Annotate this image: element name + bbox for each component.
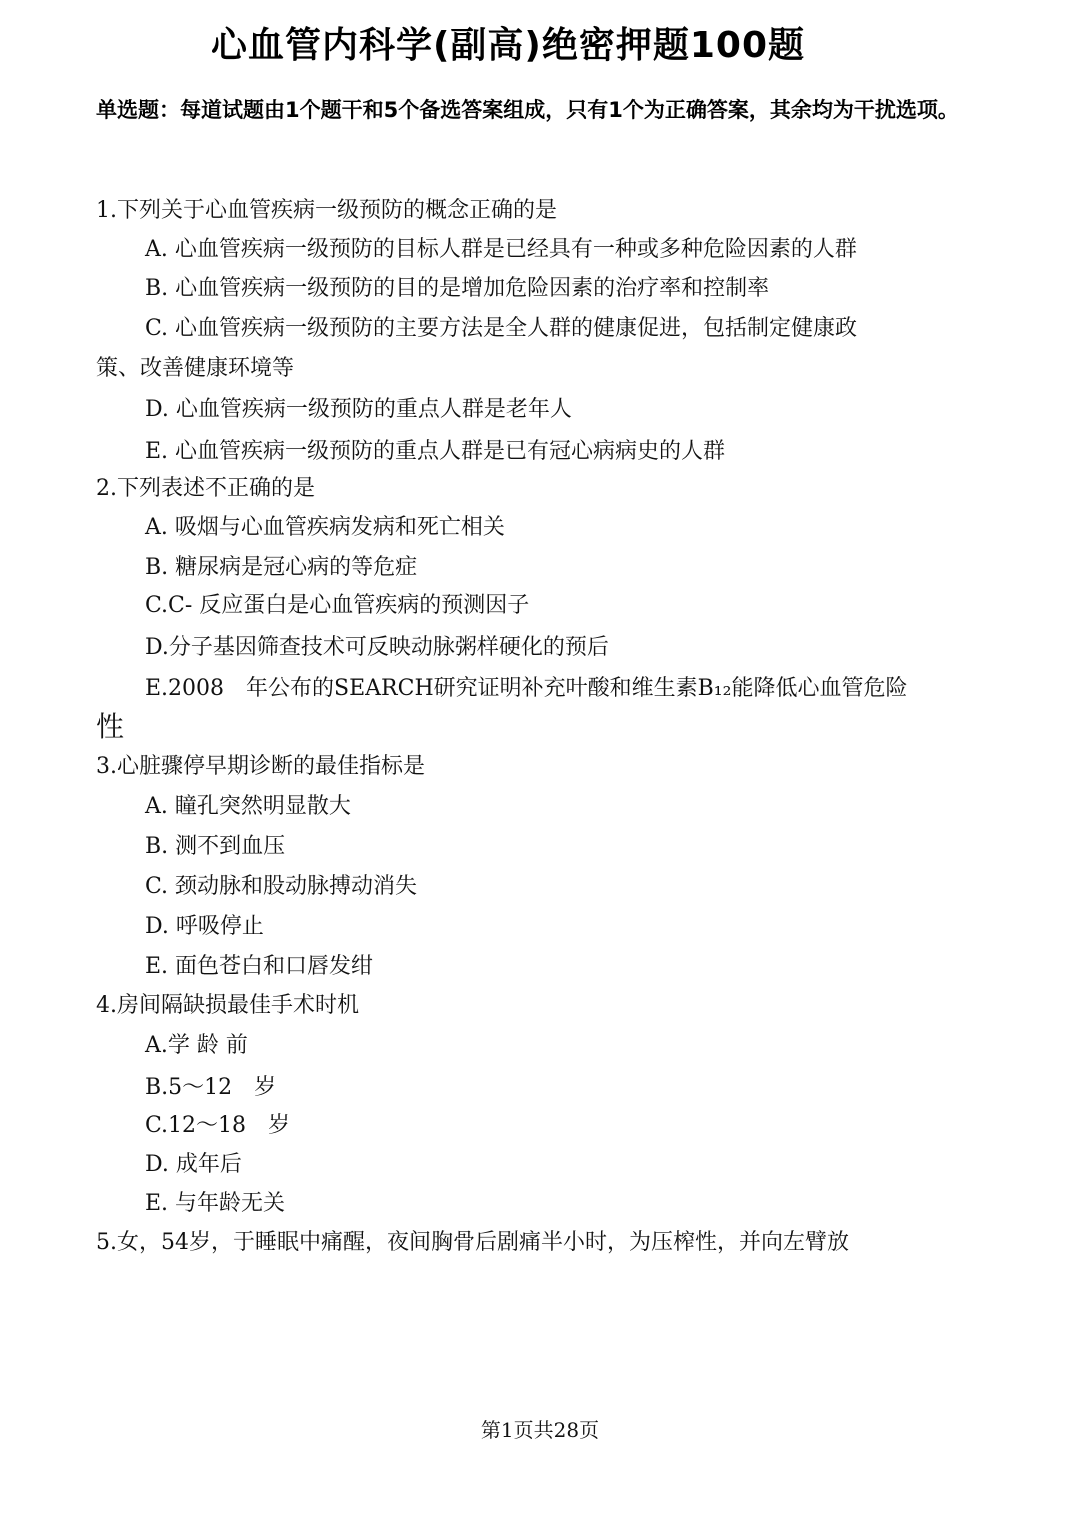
question-option: D. 成年后 [145,1152,242,1177]
question-option: B. 心血管疾病一级预防的目的是增加危险因素的治疗率和控制率 [145,276,770,301]
question-option: A. 瞳孔突然明显散大 [145,794,351,819]
question-option: A. 吸烟与心血管疾病发病和死亡相关 [145,515,505,540]
question-stem: 4.房间隔缺损最佳手术时机 [96,993,359,1018]
instructions: 单选题：每道试题由1个题干和5个备选答案组成，只有1个为正确答案，其余均为干扰选项。 [96,98,959,122]
question-option: E. 与年龄无关 [145,1191,286,1216]
question-option: C.C- 反应蛋白是心血管疾病的预测因子 [145,593,530,618]
document-title: 心血管内科学(副高)绝密押题100题 [210,25,806,66]
question-option: C.12～18 岁 [145,1113,291,1138]
question-option: E. 面色苍白和口唇发绀 [145,954,374,979]
question-option: B. 糖尿病是冠心病的等危症 [145,555,418,580]
page-footer: 第1页共28页 [480,1418,600,1442]
question-option: C. 心血管疾病一级预防的主要方法是全人群的健康促进，包括制定健康政 [145,316,858,341]
question-stem: 2.下列表述不正确的是 [96,476,315,501]
question-option: D.分子基因筛查技术可反映动脉粥样硬化的预后 [145,635,609,660]
option-continuation: 策、改善健康环境等 [96,356,295,381]
question-option: A. 心血管疾病一级预防的目标人群是已经具有一种或多种危险因素的人群 [145,237,857,262]
question-option: B.5～12 岁 [145,1075,277,1100]
question-option: A.学 龄 前 [145,1033,248,1058]
question-option: E. 心血管疾病一级预防的重点人群是已有冠心病病史的人群 [145,439,726,464]
question-option: D. 心血管疾病一级预防的重点人群是老年人 [145,397,572,422]
question-stem: 1.下列关于心血管疾病一级预防的概念正确的是 [96,198,557,223]
question-stem: 5.女，54岁，于睡眠中痛醒，夜间胸骨后剧痛半小时，为压榨性，并向左臂放 [96,1230,849,1255]
question-option: C. 颈动脉和股动脉搏动消失 [145,874,418,899]
question-option: B. 测不到血压 [145,834,286,859]
question-stem: 3.心脏骤停早期诊断的最佳指标是 [96,754,425,779]
question-option: E.2008 年公布的SEARCH研究证明补充叶酸和维生素B₁₂能降低心血管危险 [145,676,908,701]
question-option: D. 呼吸停止 [145,914,264,939]
option-continuation: 性 [96,710,125,743]
